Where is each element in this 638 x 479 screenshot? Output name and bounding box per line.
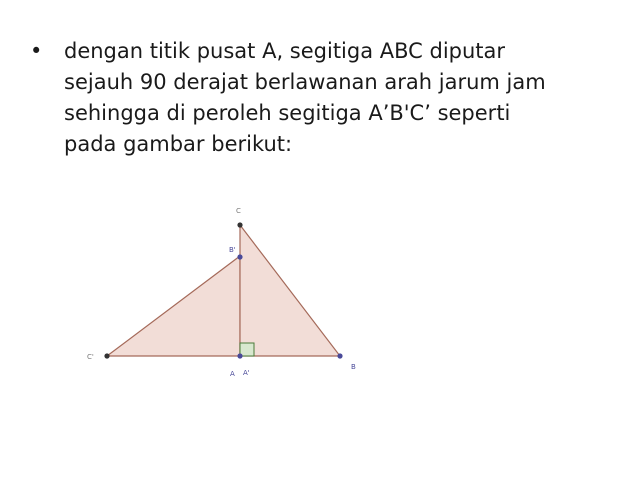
point-a	[237, 353, 242, 358]
bullet-line-3: sehingga di peroleh segitiga A’B'C’ seperti	[64, 101, 511, 125]
label-b: B	[351, 363, 356, 371]
point-b	[337, 353, 342, 358]
label-b-prime: B'	[229, 246, 236, 254]
triangle-a-prime-b-prime-c-prime	[107, 256, 240, 356]
label-a: A	[230, 370, 235, 378]
label-c-prime: C'	[87, 353, 94, 361]
right-angle-marker	[240, 343, 254, 356]
bullet-line-2: sejauh 90 derajat berlawanan arah jarum jam	[64, 70, 546, 94]
point-c-prime	[104, 353, 109, 358]
bullet-point: •	[30, 39, 43, 63]
bullet-line-1: dengan titik pusat A, segitiga ABC diputar	[64, 39, 506, 63]
label-c: C	[236, 207, 241, 215]
label-a-prime: A'	[243, 369, 250, 377]
point-c	[237, 222, 242, 227]
point-b-prime	[237, 254, 242, 259]
triangle-abc	[240, 225, 340, 356]
bullet-line-4: pada gambar berikut:	[64, 132, 293, 156]
